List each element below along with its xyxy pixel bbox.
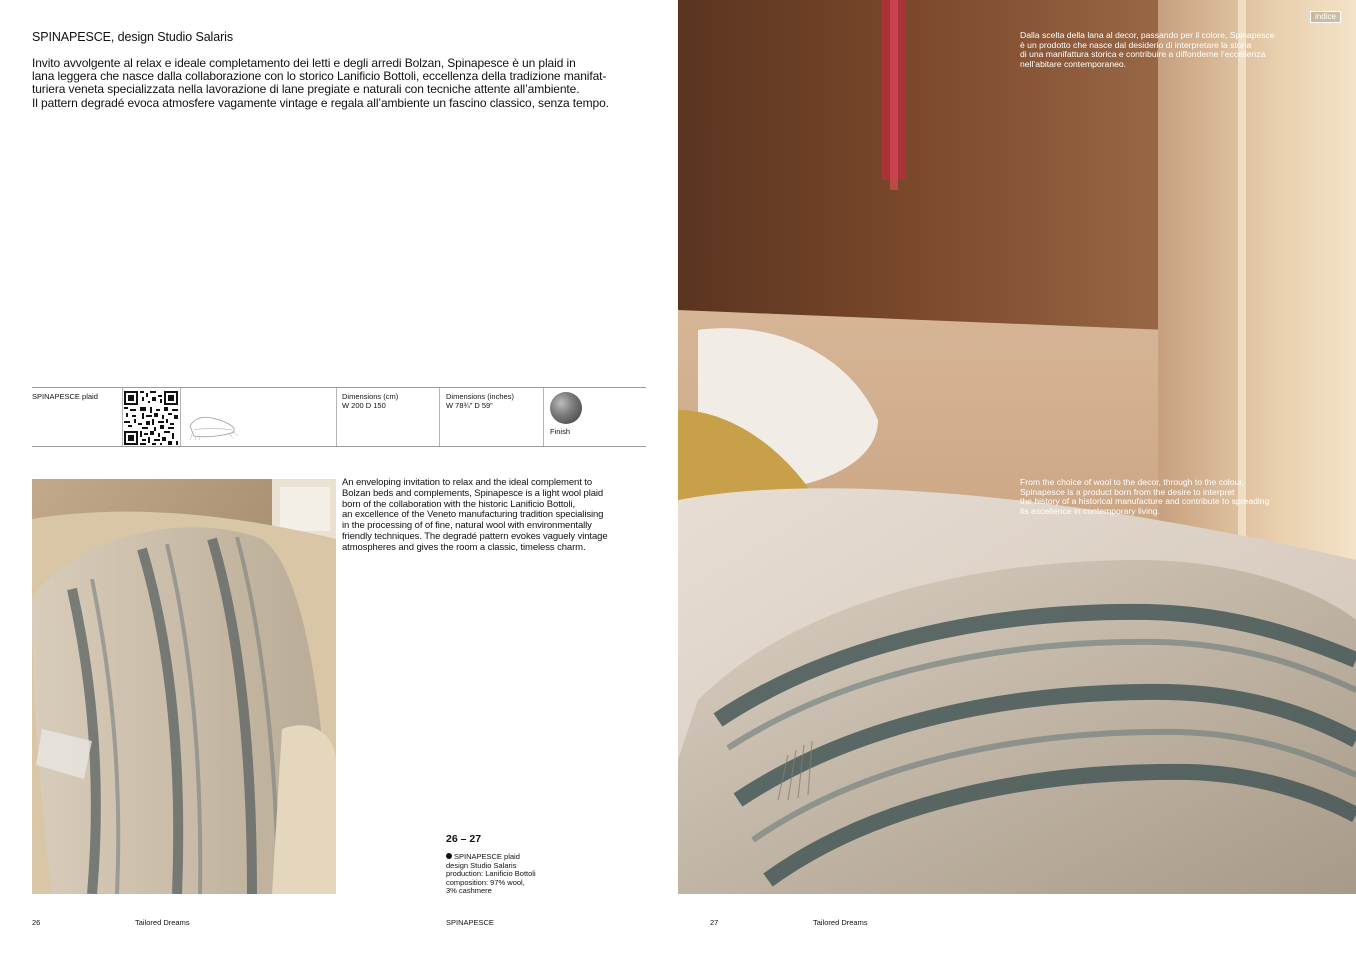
dimensions-in-label: Dimensions (inches) (446, 392, 514, 401)
en-line: in the processing of of fine, natural wool with environmentally (342, 520, 592, 532)
en-line: An enveloping invitation to relax and the ideal complement to (342, 477, 593, 488)
spec-product-name: SPINAPESCE plaid (32, 392, 98, 401)
caption-line: design Studio Salaris (446, 860, 517, 870)
overlay-en-line: the history of a historical manufacture and contribute to spreading (1020, 496, 1270, 507)
dimensions-cm-label: Dimensions (cm) (342, 392, 399, 401)
footer-magazine: Tailored Dreams (135, 918, 190, 927)
caption-line: composition: 97% wool, (446, 877, 525, 887)
en-line: atmospheres and gives the room a classic, timeless charm. (342, 541, 586, 553)
overlay-it-line: di una manifattura storica e contribuire a diffonderne l’eccellenza (1020, 49, 1266, 60)
intro-italian (32, 57, 644, 110)
finish-label: Finish (550, 427, 571, 436)
caption-line: production: Lanificio Bottoli (446, 869, 536, 879)
english-description (342, 478, 637, 554)
footer-magazine: Tailored Dreams (813, 918, 868, 927)
spec-table (32, 387, 646, 447)
overlay-en-line: Spinapesce is a product born from the desire to interpret (1020, 486, 1235, 497)
en-line: born of the collaboration with the historic Lanificio Bottoli, (342, 498, 576, 510)
qr-code-icon[interactable] (124, 391, 178, 445)
footer-section: SPINAPESCE (446, 918, 494, 927)
bed-plaid-photo (678, 0, 1356, 894)
overlay-english (1020, 478, 1320, 516)
right-page (678, 0, 1356, 959)
overlay-it-line: nell’abitare contemporaneo. (1020, 58, 1127, 69)
overlay-italian (1020, 31, 1320, 69)
overlay-en-line: From the choice of wool to the decor, through to the colour, (1020, 477, 1245, 487)
dimensions-cm (342, 388, 437, 446)
en-line: an excellence of the Veneto manufacturing tradition specialising (342, 509, 604, 521)
photo-caption (446, 853, 586, 896)
intro-it-line: lana leggera che nasce dalla collaborazione con lo storico Lanificio Bottoli, eccellenza della tradizione manifat- (32, 69, 607, 84)
overlay-it-line: Dalla scelta della lana al decor, passando per il colore, Spinapesce (1020, 30, 1275, 40)
intro-it-line: Invito avvolgente al relax e ideale completamento dei letti e degli arredi Bolzan, Spinapesce è un plaid in (32, 56, 576, 70)
index-button[interactable]: indice (1310, 11, 1341, 23)
dimensions-in-value: W 78¾” D 59” (446, 400, 493, 410)
intro-it-line: Il pattern degradé evoca atmosfere vagamente vintage e regala all’ambiente un fascino classico, senza tempo. (32, 95, 609, 110)
bullet-icon (446, 853, 452, 859)
finish-swatch-icon (550, 392, 582, 424)
en-line: Bolzan beds and complements, Spinapesce is a light wool plaid (342, 487, 604, 499)
overlay-it-line: è un prodotto che nasce dal desiderio di interpretare la storia (1020, 39, 1252, 50)
footer-page-number: 26 (32, 918, 41, 927)
intro-it-line: turiera veneta specializzata nella lavorazione di lane pregiate e naturali con tecniche attente all’ambiente. (32, 82, 580, 97)
product-title: SPINAPESCE, design Studio Salaris (32, 30, 233, 44)
dimensions-cm-value: W 200 D 150 (342, 400, 386, 410)
dimensions-inches (446, 388, 541, 446)
sofa-plaid-photo (32, 479, 336, 894)
overlay-en-line: its excellence in contemporary living. (1020, 505, 1160, 516)
en-line: friendly techniques. The degradé pattern evokes vaguely vintage (342, 530, 608, 542)
caption-line: SPINAPESCE plaid (454, 852, 520, 861)
pages-range: 26 – 27 (446, 833, 482, 845)
footer-page-number: 27 (710, 918, 719, 927)
caption-line: 3% cashmere (446, 886, 492, 896)
plaid-sketch-icon (184, 406, 240, 442)
